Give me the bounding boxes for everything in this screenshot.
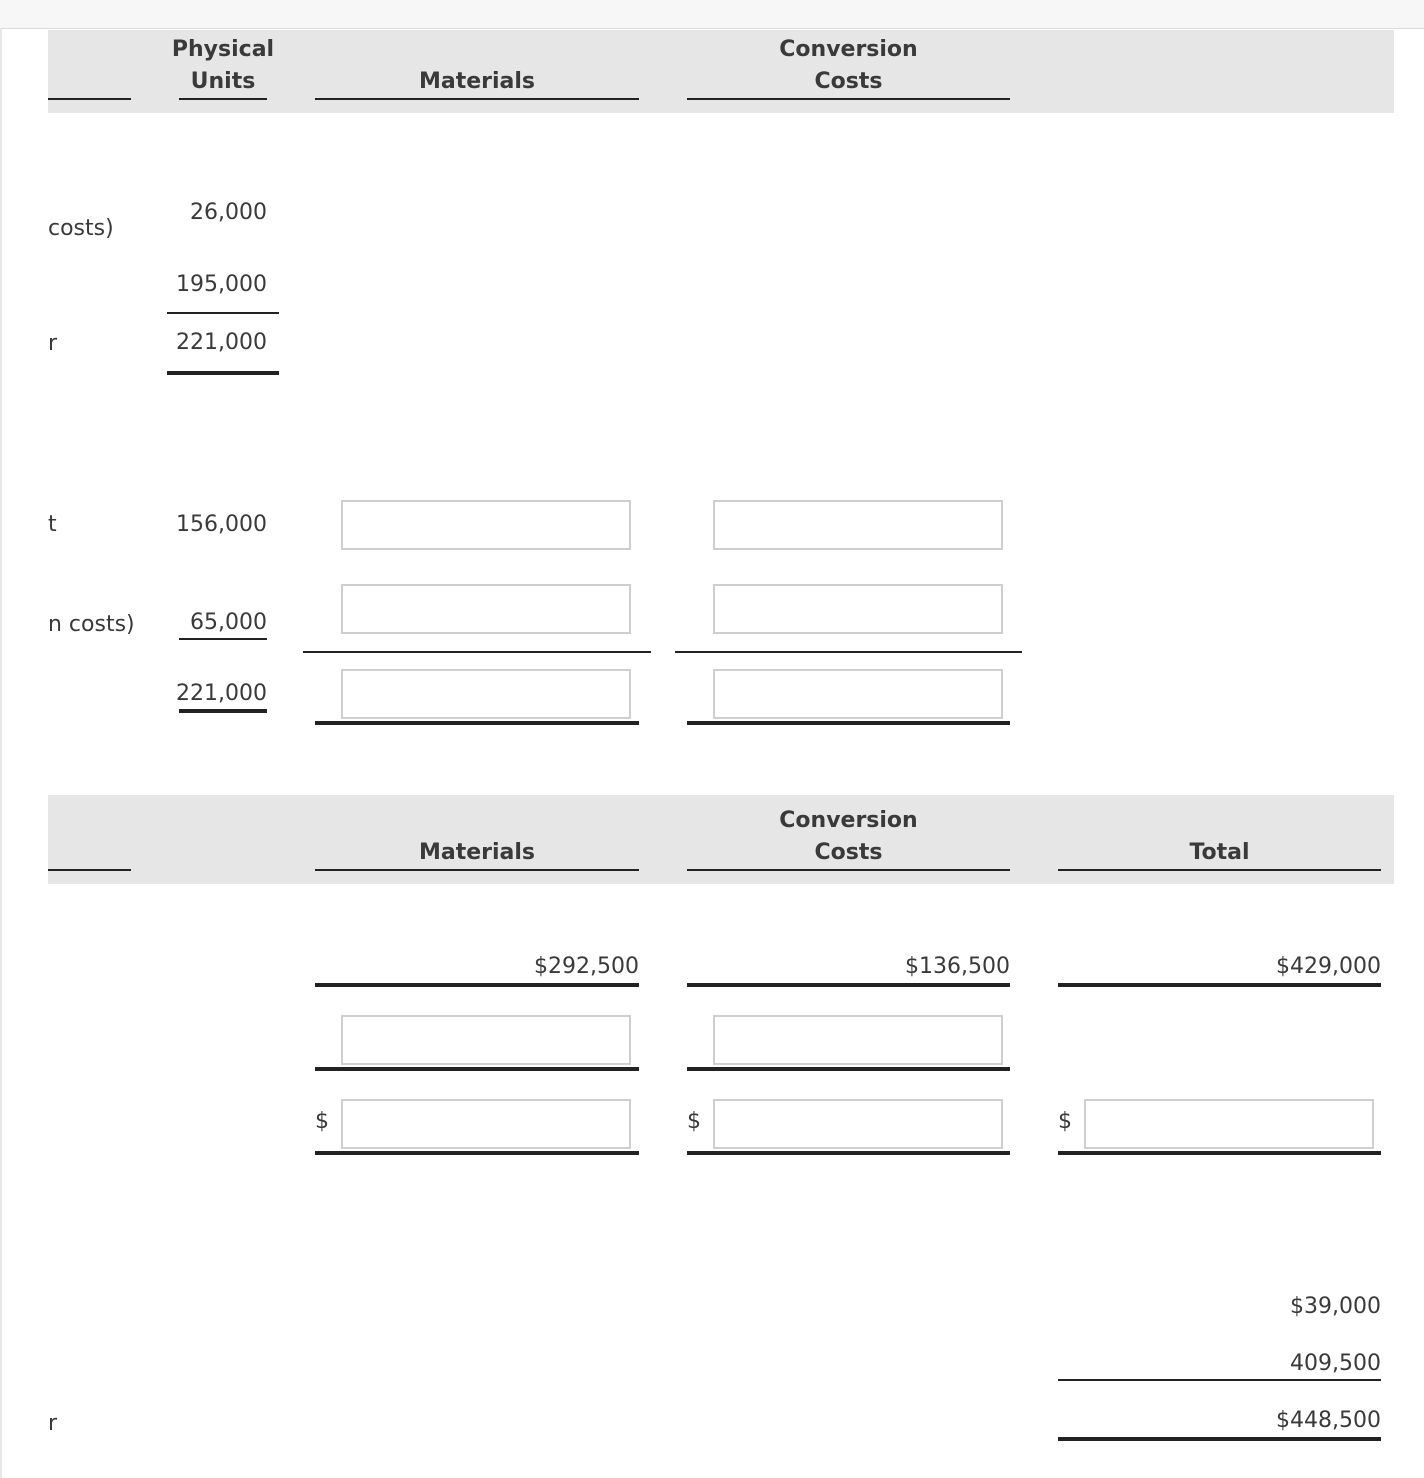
row6-materials-input[interactable]: [341, 669, 631, 719]
row6-materials-underline: [315, 721, 639, 725]
summary-final-underline: [1058, 1437, 1381, 1441]
cost-per-unit-conversion-input[interactable]: [713, 1015, 1003, 1065]
row3-label: r: [48, 331, 58, 356]
row1-label: costs): [48, 216, 114, 241]
row1-units: 26,000: [190, 200, 267, 225]
header2-materials-underline: [315, 869, 639, 871]
header-conversion-line1: Conversion: [779, 37, 918, 62]
materials-header-underline: [315, 98, 639, 100]
summary-final-label: r: [48, 1411, 58, 1436]
total-total-underline: [1058, 1151, 1381, 1155]
row5-label: n costs): [48, 612, 135, 637]
row2-underline: [167, 312, 279, 314]
row4-materials-input[interactable]: [341, 500, 631, 550]
summary-final-value: $448,500: [1276, 1408, 1381, 1433]
total-materials-underline: [315, 1151, 639, 1155]
row5-conversion-input[interactable]: [713, 584, 1003, 634]
row6-conversion-input[interactable]: [713, 669, 1003, 719]
conversion-header-underline: [687, 98, 1010, 100]
summary-value1: $39,000: [1290, 1294, 1381, 1319]
row2-units: 195,000: [176, 272, 267, 297]
window-top-bar: [0, 0, 1424, 29]
row5-units: 65,000: [190, 610, 267, 635]
cost-conversion: $136,500: [905, 954, 1010, 979]
cost-materials: $292,500: [534, 954, 639, 979]
row6-units: 221,000: [176, 681, 267, 706]
dollar-sign-conversion: $: [687, 1109, 701, 1134]
header-materials: Materials: [418, 69, 536, 94]
cost-per-unit-conversion-underline: [687, 1067, 1010, 1071]
cost-per-unit-materials-underline: [315, 1067, 639, 1071]
row6-units-underline: [179, 709, 267, 713]
row4-units: 156,000: [176, 512, 267, 537]
total-total-input[interactable]: [1084, 1099, 1374, 1149]
cost-per-unit-materials-input[interactable]: [341, 1015, 631, 1065]
left-border: [0, 28, 2, 1478]
total-conversion-underline: [687, 1151, 1010, 1155]
summary-value2-underline: [1058, 1379, 1381, 1381]
header-physical-units: [167, 34, 279, 98]
section2-label-col-underline: [48, 869, 131, 871]
header2-conversion-underline: [687, 869, 1010, 871]
cost-materials-underline: [315, 983, 639, 987]
row3-underline: [167, 371, 279, 375]
summary-value2: 409,500: [1290, 1351, 1381, 1376]
physical-units-underline: [179, 98, 267, 100]
cost-total: $429,000: [1276, 954, 1381, 979]
cost-conversion-underline: [687, 983, 1010, 987]
header-conversion-line2: Costs: [814, 69, 883, 94]
total-materials-input[interactable]: [341, 1099, 631, 1149]
row5-materials-underline: [303, 651, 651, 653]
header2-total: Total: [1189, 840, 1250, 865]
dollar-sign-materials: $: [315, 1109, 329, 1134]
header2-conversion-costs: [687, 805, 1010, 869]
total-conversion-input[interactable]: [713, 1099, 1003, 1149]
header-conversion-costs: [687, 34, 1010, 98]
header-physical-line2: Units: [190, 69, 256, 94]
row5-units-underline: [179, 638, 267, 640]
row3-units: 221,000: [176, 330, 267, 355]
header2-total-underline: [1058, 869, 1381, 871]
row4-label: t: [48, 512, 57, 537]
row4-conversion-input[interactable]: [713, 500, 1003, 550]
header2-conversion-line1: Conversion: [779, 808, 918, 833]
dollar-sign-total: $: [1058, 1109, 1072, 1134]
row6-conversion-underline: [687, 721, 1010, 725]
header2-materials: Materials: [418, 840, 536, 865]
section1-label-col-underline: [48, 98, 131, 100]
cost-total-underline: [1058, 983, 1381, 987]
header2-conversion-line2: Costs: [814, 840, 883, 865]
row5-materials-input[interactable]: [341, 584, 631, 634]
header-physical-line1: Physical: [171, 37, 275, 62]
row5-conversion-underline: [675, 651, 1022, 653]
